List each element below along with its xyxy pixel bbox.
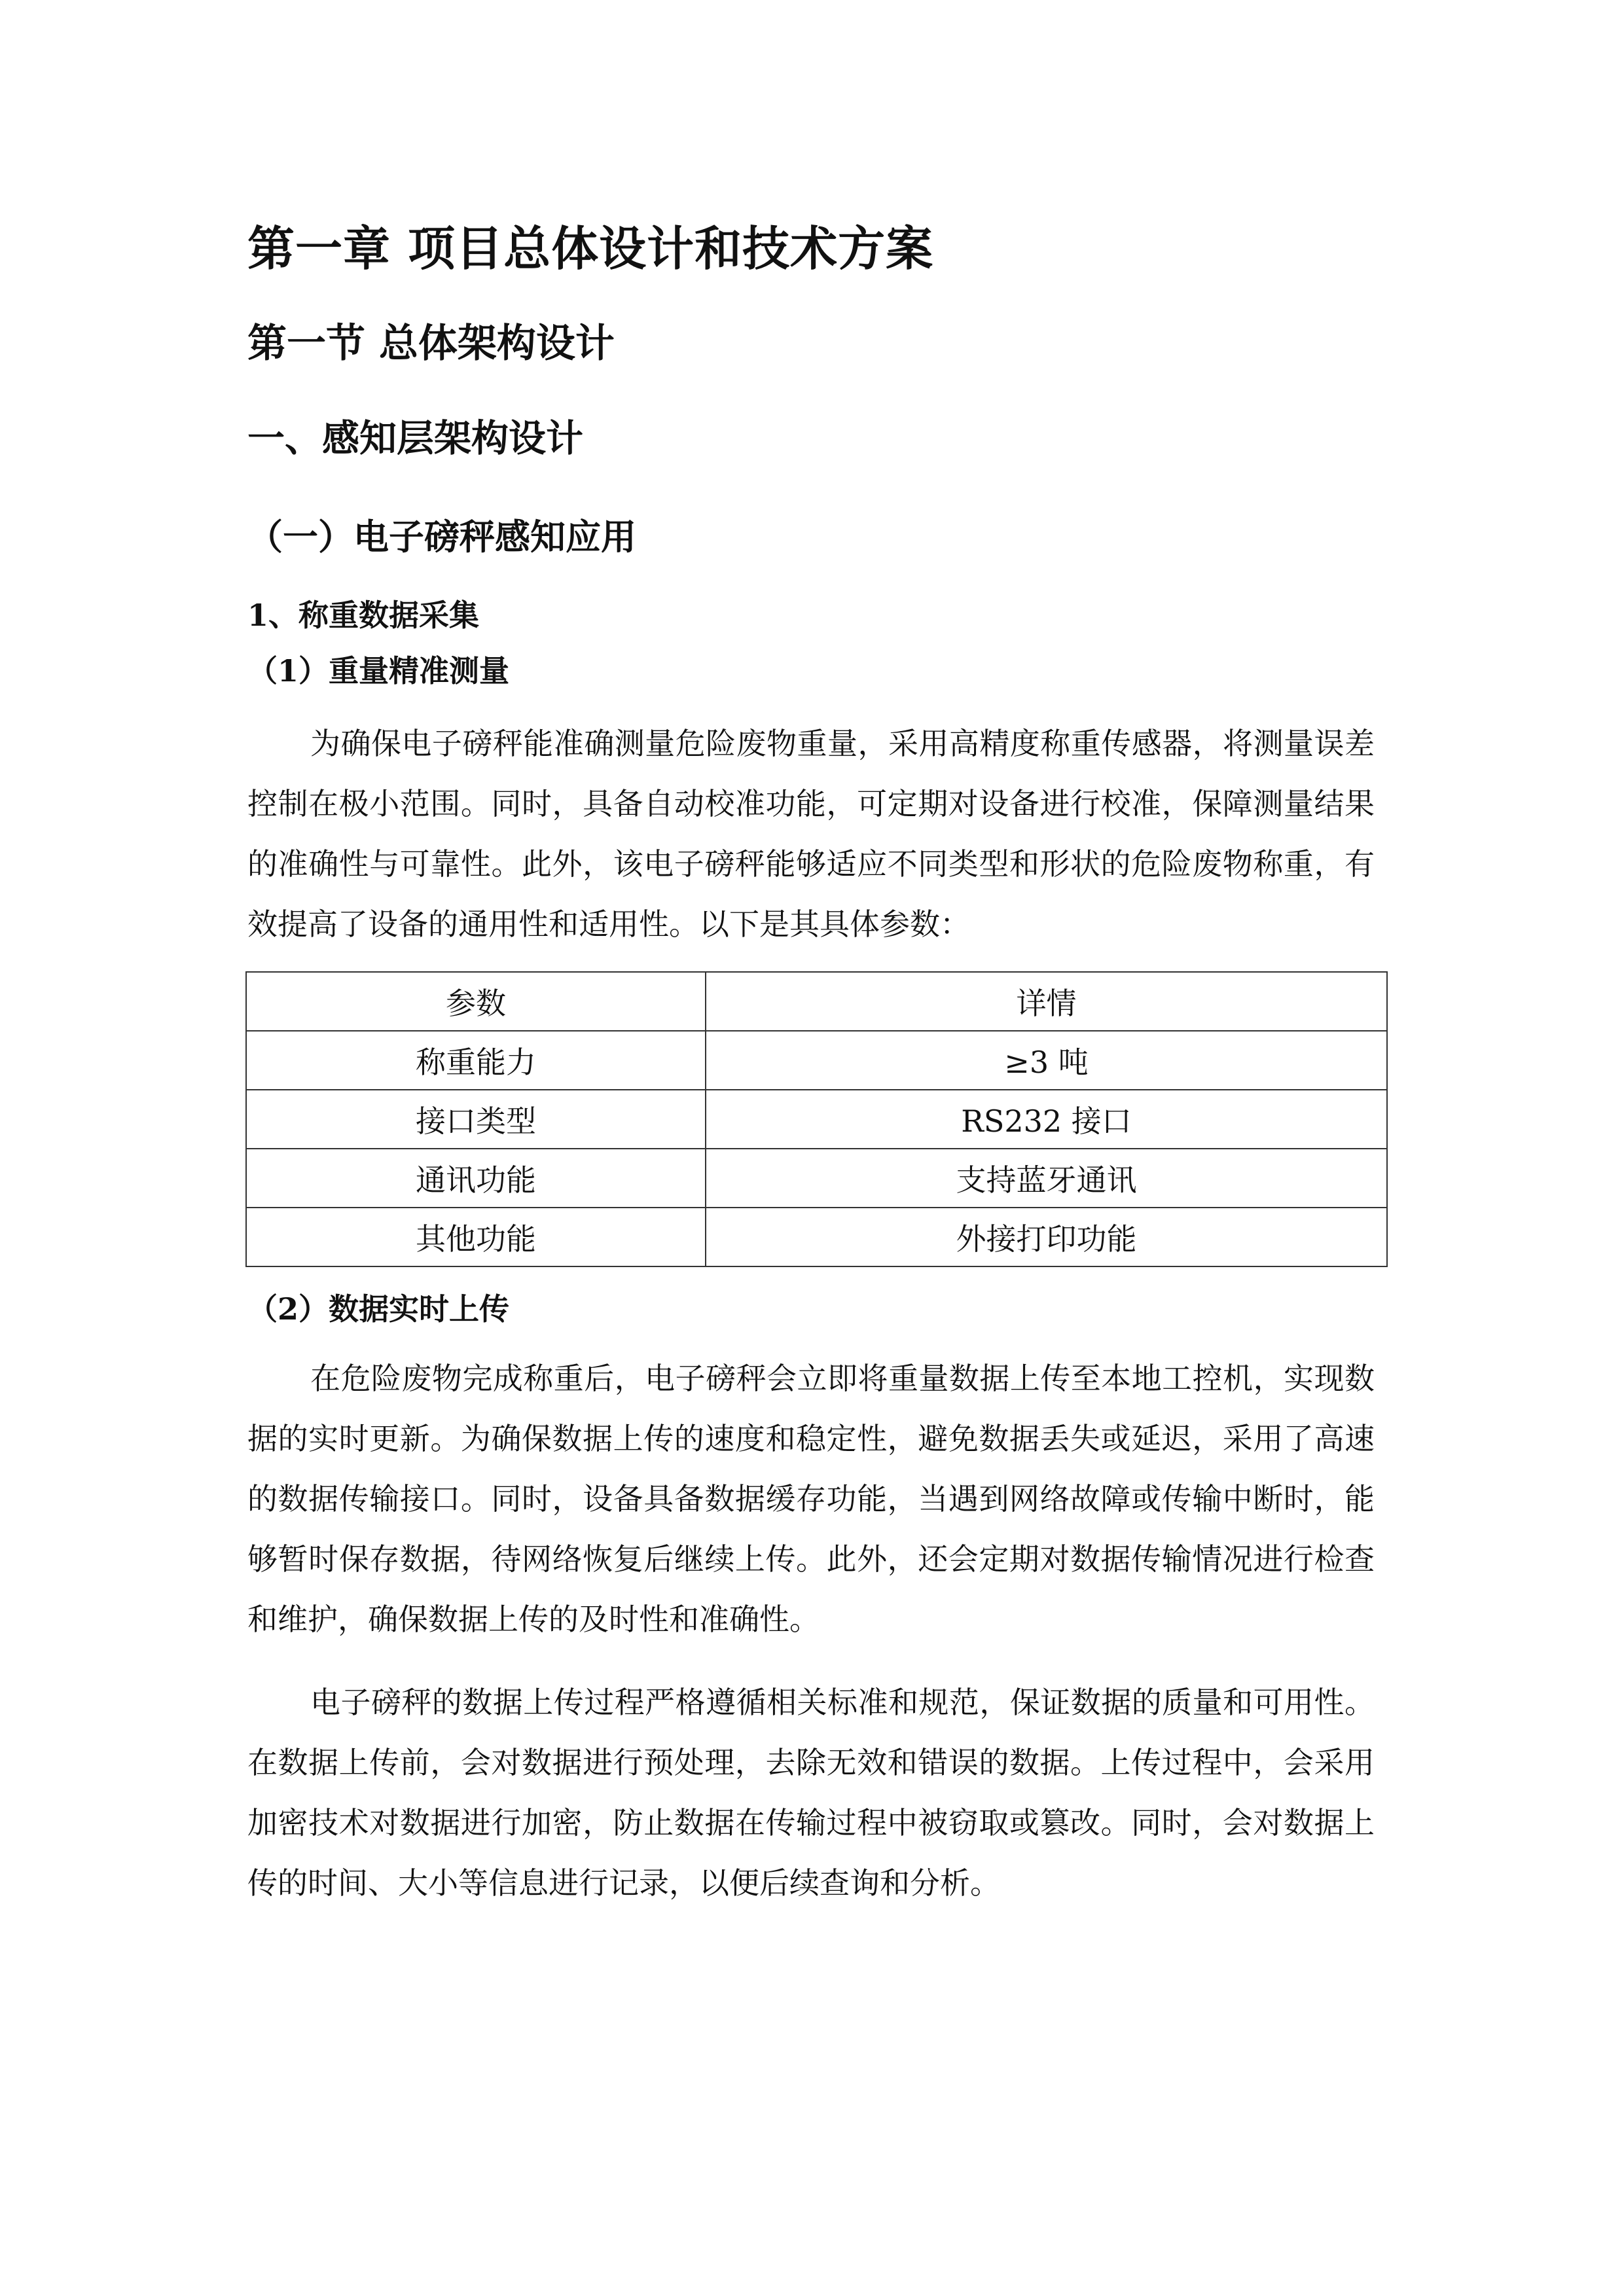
table-cell: RS232 接口 bbox=[706, 1090, 1387, 1149]
item-1-1-title: （1）重量精准测量 bbox=[247, 653, 510, 689]
upload-paragraph-2: 电子磅秤的数据上传过程严格遵循相关标准和规范，保证数据的质量和可用性。在数据上传前，会对数据进行预处理，去除无效和错误的数据。上传过程中，会采用加密技术对数据进行加密，防止数据在传输过程中被窃取或篡改。同时，会对数据上传的时间、大小等信息进行记录，以便后续查询和分析。 bbox=[247, 1685, 1375, 1901]
table-header-cell: 参数 bbox=[246, 972, 706, 1031]
sub-subsection-title: （一）电子磅秤感知应用 bbox=[247, 516, 636, 558]
table-cell: 支持蓝牙通讯 bbox=[706, 1149, 1387, 1208]
upload-paragraph-1: 在危险废物完成称重后，电子磅秤会立即将重量数据上传至本地工控机，实现数据的实时更新。为确保数据上传的速度和稳定性，避免数据丢失或延迟，采用了高速的数据传输接口。同时，设备具备数据缓存功能，当遇到网络故障或传输中断时，能够暂时保存数据，待网络恢复后继续上传。此外，还会定期对数据传输情况进行检查和维护，确保数据上传的及时性和准确性。 bbox=[247, 1361, 1375, 1637]
subsection-title: 一、感知层架构设计 bbox=[247, 417, 583, 460]
table-header-cell: 详情 bbox=[706, 972, 1387, 1031]
chapter-title: 第一章 项目总体设计和技术方案 bbox=[247, 221, 934, 276]
section-title: 第一节 总体架构设计 bbox=[247, 321, 615, 367]
table-row bbox=[246, 1031, 1387, 1090]
table-row bbox=[246, 1149, 1387, 1208]
table-cell: 接口类型 bbox=[246, 1090, 706, 1149]
table-row bbox=[246, 1208, 1387, 1266]
item-1-2-title: （2）数据实时上传 bbox=[247, 1291, 510, 1327]
table-cell: 其他功能 bbox=[246, 1208, 706, 1266]
item-1-title: 1、称重数据采集 bbox=[247, 598, 480, 633]
table-cell: 称重能力 bbox=[246, 1031, 706, 1090]
table-header-row bbox=[246, 972, 1387, 1031]
parameters-table bbox=[245, 971, 1388, 1267]
measurement-paragraph: 为确保电子磅秤能准确测量危险废物重量，采用高精度称重传感器，将测量误差控制在极小范围。同时，具备自动校准功能，可定期对设备进行校准，保障测量结果的准确性与可靠性。此外，该电子磅秤能够适应不同类型和形状的危险废物称重，有效提高了设备的通用性和适用性。以下是其具体参数： bbox=[247, 726, 1375, 942]
table-cell: 外接打印功能 bbox=[706, 1208, 1387, 1266]
table-cell: ≥3 吨 bbox=[706, 1031, 1387, 1090]
table-row bbox=[246, 1090, 1387, 1149]
table-cell: 通讯功能 bbox=[246, 1149, 706, 1208]
